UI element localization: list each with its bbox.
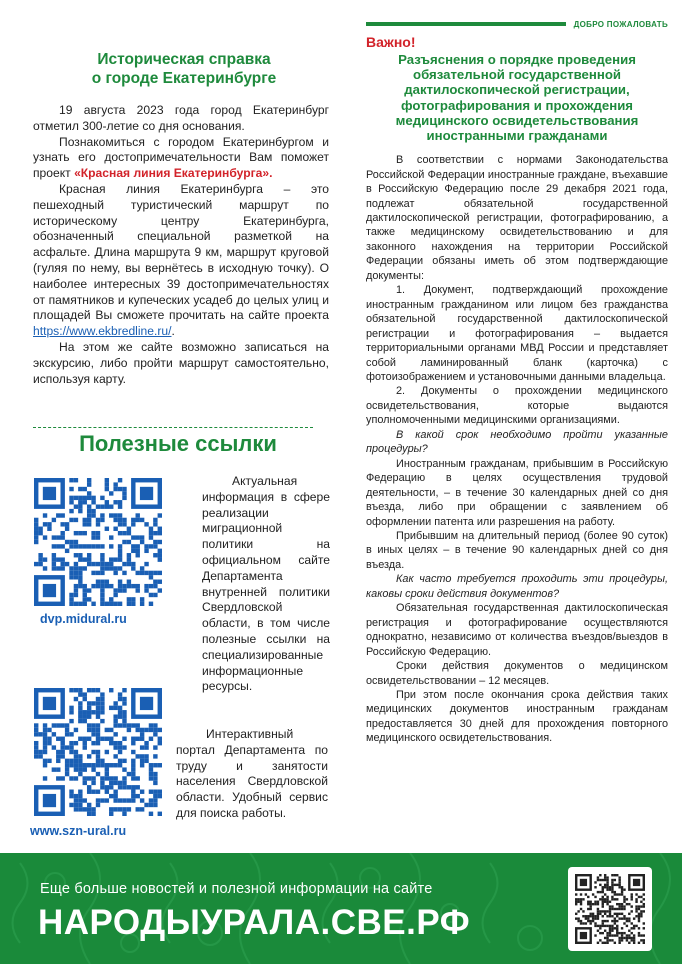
footer-qr-code-icon[interactable] bbox=[568, 867, 652, 951]
question-deadline: В какой срок необходимо пройти указанные процедуры? bbox=[366, 428, 668, 456]
footer-banner bbox=[0, 853, 682, 964]
history-paragraph-2 bbox=[33, 135, 329, 182]
history-p3-text: Красная линия Екатеринбурга – это пешеходный туристический маршрут по историческому центру Екатеринбурга, обозначенный специальной разметкой на асфальте. Длина маршрута 9 км, маршрут круговой (гуляя по нему, вы вернётесь в исходную точку). О наиболее интересных 39 достопримечательностях от памятников и купеческих усадеб до целых улиц и площадей Вы сможете прочитать на сайте проекта bbox=[33, 181, 329, 323]
important-body bbox=[366, 153, 668, 746]
important-paragraph-1: В соответствии с нормами Законодательства Российской Федерации иностранные граждане, въехавшие в Российскую Федерацию после 29 декабря 2021 года, подлежат обязательной государственной дактилоскопической регистрации, фотографированию, а также медицинскому освидетельствованию и для законного нахождения на территории Российской Федерации обязаны иметь об этом подтверждающие документы: bbox=[366, 154, 668, 282]
history-p3-end: . bbox=[171, 324, 175, 339]
answer-frequency-3: При этом после окончания срока действия таких медицинских документов иностранным гражданам предоставляется 30 дней для прохождения повторного медицинского освидетельствования. bbox=[366, 688, 668, 745]
welcome-label: ДОБРО ПОЖАЛОВАТЬ bbox=[573, 19, 668, 29]
important-paragraph-3: 2. Документы о прохождении медицинского освидетельствования, которые выдаются уполномоченными медицинскими организациями. bbox=[366, 385, 668, 427]
answer-frequency-1: Обязательная государственная дактилоскопическая регистрация и фотографирование осуществляются однократно, независимо от количества въездов/выездов в Российскую Федерацию. bbox=[366, 602, 668, 658]
history-body bbox=[33, 103, 329, 387]
qr-code-dvp-icon[interactable] bbox=[34, 478, 162, 606]
question-frequency: Как часто требуется проходить эти процедуры, каковы сроки действия документов? bbox=[366, 573, 668, 600]
history-title bbox=[40, 50, 328, 88]
history-title-line2: о городе Екатеринбурге bbox=[91, 70, 277, 87]
ekbredline-link[interactable]: https://www.ekbredline.ru/ bbox=[33, 324, 172, 339]
dvp-link-caption[interactable]: dvp.midural.ru bbox=[40, 612, 127, 626]
important-title: Разъяснения о порядке проведения обязательной государственной дактилоскопической регистрации, фотографирования и прохождения медицинского освидетельствования иностранными гражданами bbox=[395, 52, 639, 144]
dvp-description-text: Актуальная информация в сфере реализации миграционной политики на официальном сайте Департамента внутренней политики Свердловской области, в том числе полезные ссылки на специализированные информационные ресурсы. bbox=[202, 474, 330, 694]
history-p2-text: Познакомиться с городом Екатеринбургом и узнать его достопримечательности Вам поможет проект bbox=[33, 134, 329, 181]
welcome-header bbox=[366, 18, 668, 30]
answer-frequency-2: Сроки действия документов о медицинском освидетельствовании – 12 месяцев. bbox=[366, 660, 668, 687]
history-paragraph-4: На этом же сайте возможно записаться на экскурсию, либо пройти маршрут самостоятельно, используя карту. bbox=[33, 339, 329, 386]
dvp-description bbox=[202, 474, 330, 695]
important-label: Важно! bbox=[366, 34, 416, 50]
section-divider bbox=[33, 427, 313, 428]
szn-link-caption[interactable]: www.szn-ural.ru bbox=[30, 824, 127, 838]
szn-description bbox=[176, 727, 328, 822]
history-paragraph-3 bbox=[33, 182, 329, 340]
useful-links-title: Полезные ссылки bbox=[79, 431, 277, 456]
important-section bbox=[366, 34, 668, 746]
footer-small-text: Еще больше новостей и полезной информации на сайте bbox=[40, 881, 433, 897]
answer-deadline-1: Иностранным гражданам, прибывшим в Российскую Федерацию в целях осуществления трудовой деятельности, – в течение 30 календарных дней со дня въезда, либо при обращении с заявлением об оформлении патента или разрешения на работу. bbox=[366, 457, 668, 528]
history-paragraph-1: 19 августа 2023 года город Екатеринбург отметил 300-летие со дня основания. bbox=[33, 103, 329, 133]
history-title-line1: Историческая справка bbox=[97, 51, 271, 68]
qr-code-szn-icon[interactable] bbox=[34, 688, 162, 816]
red-line-project-name: «Красная линия Екатеринбурга». bbox=[74, 166, 273, 181]
szn-description-text: Интерактивный портал Департамента по труду и занятости населения Свердловской области. Удобный сервис для поиска работы. bbox=[176, 727, 328, 820]
important-paragraph-2: 1. Документ, подтверждающий прохождение иностранным гражданином или лицом без гражданства обязательной государственной дактилоскопической регистрации и фотографирования – выдается территориальными органами МВД России и представляет собой ламинированный бланк (карточка) с фотоизображением и установочными данными владельца. bbox=[366, 284, 668, 384]
answer-deadline-2: Прибывшим на длительный период (более 90 суток) в иных целях – в течение 90 календарных дней со дня въезда. bbox=[366, 530, 668, 571]
header-accent-line bbox=[366, 22, 566, 26]
footer-site-name[interactable]: НАРОДЫУРАЛА.СВЕ.РФ bbox=[38, 903, 471, 942]
